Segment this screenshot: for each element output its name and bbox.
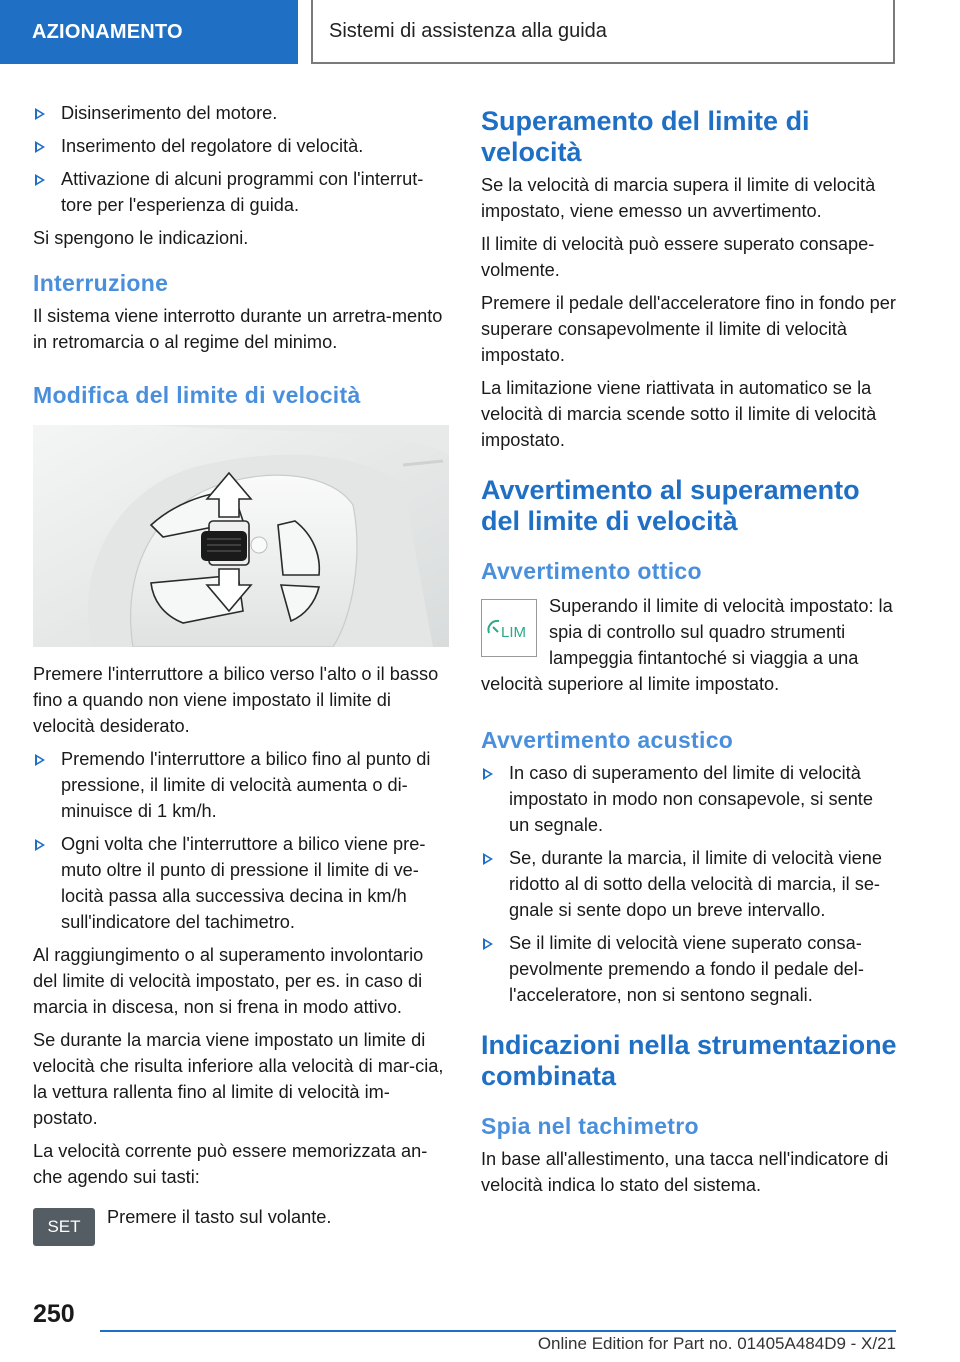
heading-avvertimento: Avvertimento al superamento del limite di velocità <box>481 475 860 536</box>
rocker-switch-illustration <box>33 425 449 647</box>
paragraph-interruzione: Il sistema viene interrotto durante un arretra-mento in retromarcia o al regime del minimo. <box>33 306 443 352</box>
chapter-title <box>311 0 895 64</box>
list-item-text: Ogni volta che l'interruttore a bilico viene pre-muto oltre il punto di pressione il limite di ve-locità passa alla successiva decina in km/h sull'indicatore del tachimetro. <box>61 834 426 932</box>
page-number: 250 <box>33 1300 75 1328</box>
list-item-text: Premendo l'interruttore a bilico fino al punto di pressione, il limite di velocità aumenta o di-minuisce di 1 km/h. <box>61 749 431 821</box>
set-key-icon: SET <box>33 1208 95 1246</box>
svg-text:LIM: LIM <box>501 624 527 641</box>
bullet-list-acustico <box>481 760 897 1008</box>
triangle-bullet-icon <box>35 839 45 851</box>
right-column <box>481 100 897 1205</box>
triangle-bullet-icon <box>483 853 493 865</box>
bullet-list-rocker <box>33 746 449 935</box>
footer-divider <box>100 1330 896 1332</box>
list-item <box>33 746 449 824</box>
triangle-bullet-icon <box>483 768 493 780</box>
paragraph-off: Si spengono le indicazioni. <box>33 228 249 248</box>
paragraph-reach: Al raggiungimento o al superamento involontario del limite di velocità impostato, per es. in caso di marcia in discesa, non si frena in modo attivo. <box>33 945 424 1017</box>
triangle-bullet-icon <box>35 141 45 153</box>
triangle-bullet-icon <box>35 174 45 186</box>
lim-indicator-icon <box>481 599 537 657</box>
list-item-text: Se il limite di velocità viene superato consa-pevolmente premendo a fondo il pedale del-l'acceleratore, non si sentono segnali. <box>509 933 864 1005</box>
triangle-bullet-icon <box>35 108 45 120</box>
paragraph-lower: Se durante la marcia viene impostato un limite di velocità che risulta inferiore alla velocità di mar-cia, la vettura rallenta fino al limite di velocità im-postato. <box>33 1030 444 1128</box>
heading-modifica: Modifica del limite di velocità <box>33 382 361 408</box>
triangle-bullet-icon <box>483 938 493 950</box>
heading-ottico: Avvertimento ottico <box>481 558 702 584</box>
list-item <box>481 930 897 1008</box>
list-item-text: Se, durante la marcia, il limite di velocità viene ridotto al di sotto della velocità di marcia, il se-gnale si sente dopo un breve intervallo. <box>509 848 883 920</box>
list-item <box>33 831 449 935</box>
section-tab: AZIONAMENTO <box>0 0 298 64</box>
steering-wheel-rocker-image <box>33 425 449 647</box>
paragraph-store: La velocità corrente può essere memorizzata an-che agendo sui tasti: <box>33 1141 428 1187</box>
paragraph-sup1: Se la velocità di marcia supera il limite di velocità impostato, viene emesso un avvertimento. <box>481 175 876 221</box>
heading-spia: Spia nel tachimetro <box>481 1113 699 1139</box>
list-item-text: In caso di superamento del limite di velocità impostato in modo non consapevole, si sente un segnale. <box>509 763 873 835</box>
list-item <box>481 760 897 838</box>
paragraph-ottico: Superando il limite di velocità impostato: la spia di controllo sul quadro strumenti lampeggia fintantoché si viaggia a una velocità superiore al limite impostato. <box>481 596 893 694</box>
heading-superamento: Superamento del limite di velocità <box>481 106 810 167</box>
list-item <box>481 845 897 923</box>
list-item-text: Attivazione di alcuni programmi con l'interrut-tore per l'esperienza di guida. <box>61 169 424 215</box>
paragraph-set: Premere il tasto sul volante. <box>107 1207 332 1227</box>
list-item <box>33 166 449 218</box>
heading-indicazioni: Indicazioni nella strumentazione combinata <box>481 1030 897 1091</box>
edition-text: Online Edition for Part no. 01405A484D9 - X/21 <box>537 1334 896 1353</box>
set-key-row <box>33 1204 449 1246</box>
bullet-list-top <box>33 100 449 218</box>
paragraph-sup2: Il limite di velocità può essere superato consape-volmente. <box>481 234 875 280</box>
heading-interruzione: Interruzione <box>33 270 169 296</box>
speedometer-lim-icon <box>485 613 533 643</box>
triangle-bullet-icon <box>35 754 45 766</box>
lim-warning-block <box>481 593 897 704</box>
paragraph-sup4: La limitazione viene riattivata in automatico se la velocità di marcia scende sotto il limite di velocità impostato. <box>481 378 877 450</box>
chapter-title-text: Sistemi di assistenza alla guida <box>329 19 607 42</box>
list-item <box>33 133 449 159</box>
left-column <box>33 100 449 1246</box>
paragraph-sup3: Premere il pedale dell'acceleratore fino in fondo per superare consapevolmente il limite di velocità impostato. <box>481 293 896 365</box>
paragraph-rocker: Premere l'interruttore a bilico verso l'alto o il basso fino a quando non viene impostato il limite di velocità desiderato. <box>33 664 439 736</box>
list-item-text: Disinserimento del motore. <box>61 103 278 123</box>
heading-acustico: Avvertimento acustico <box>481 727 734 753</box>
list-item-text: Inserimento del regolatore di velocità. <box>61 136 364 156</box>
list-item <box>33 100 449 126</box>
paragraph-spia: In base all'allestimento, una tacca nell'indicatore di velocità indica lo stato del sistema. <box>481 1149 889 1195</box>
